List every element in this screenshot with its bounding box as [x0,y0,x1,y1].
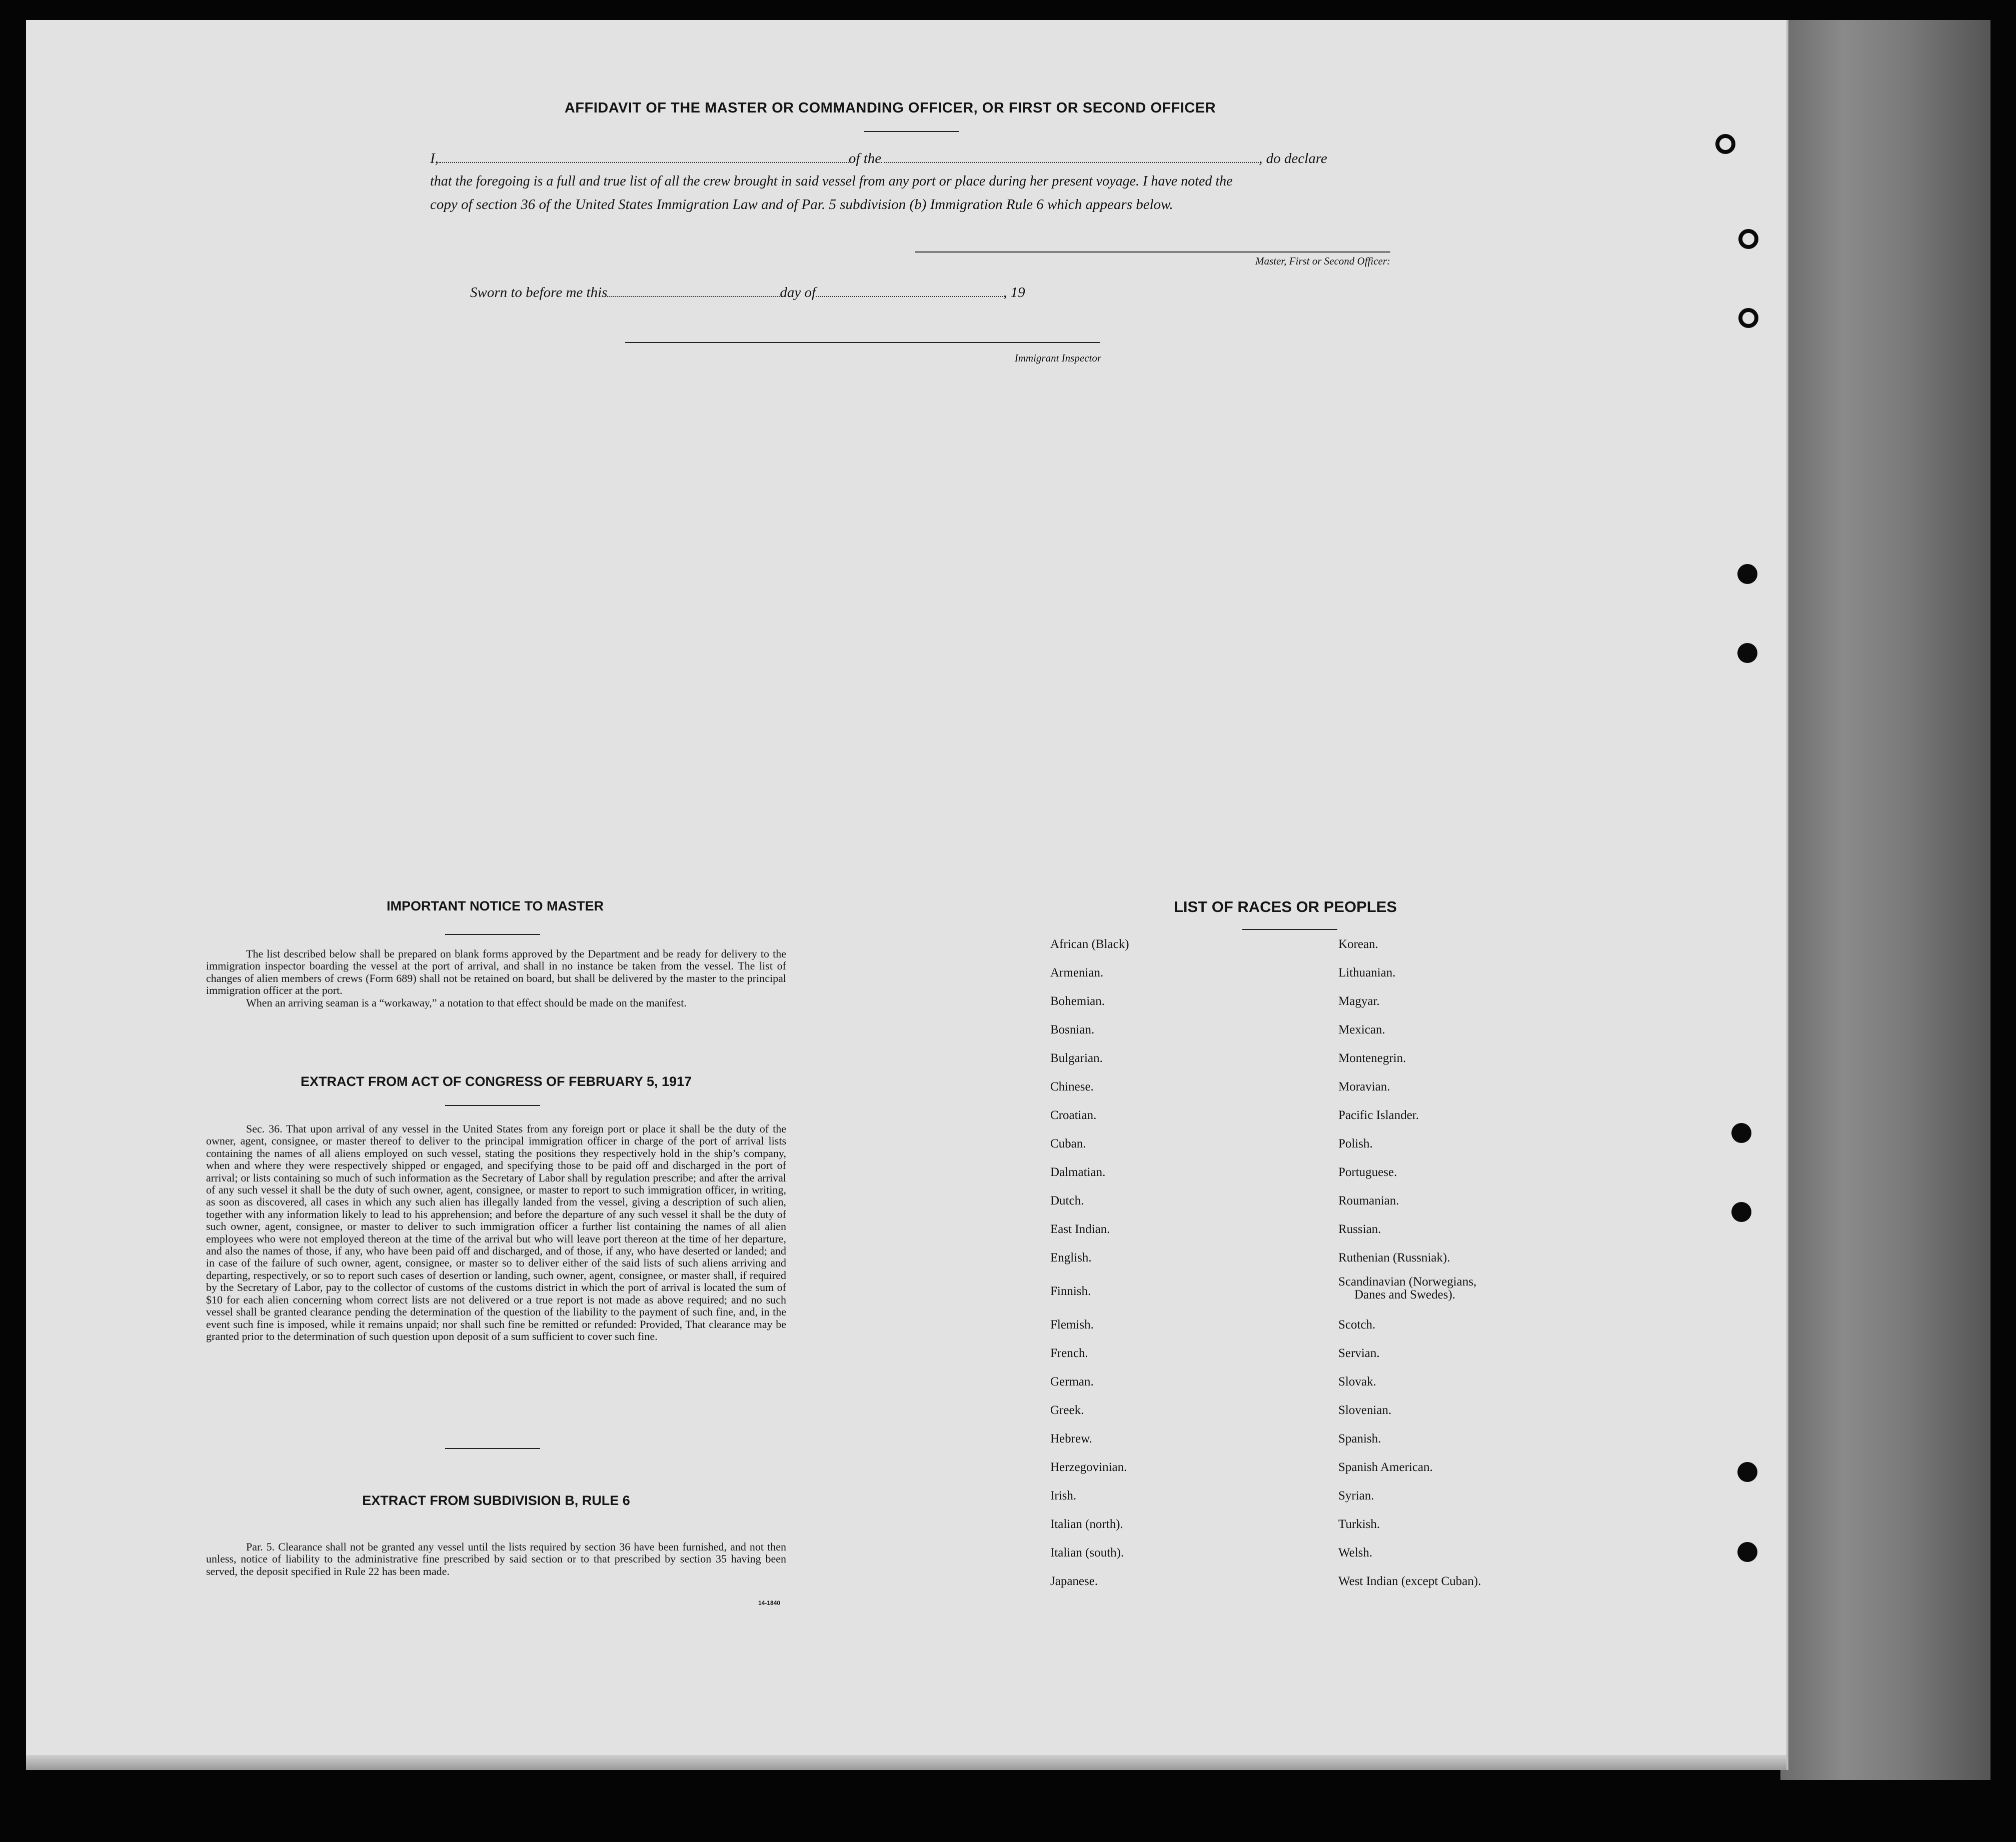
race-item: Greek. [1050,1404,1084,1417]
act-extract-text: Sec. 36. That upon arrival of any vessel in the United States from any foreign port or place it shall be the duty of the owner, agent, consignee, or master thereof to deliver to the principal immigration officer in charge of the port of arrival lists containing the names of all aliens employed on such vessel, stating the positions they respectively hold in the ship’s company, when and where they were respectively shipped or engaged, and specifying those to be paid off and discharged in the port of arrival; or lists containing so much of such information as the Secretary of Labor shall by regulation prescribe; and after the arrival of any such vessel it shall be the duty of such owner, agent, consignee, or master to report to such immigration officer, in writing, as soon as discovered, all cases in which any such alien has illegally landed from the vessel, giving a description of such alien, together with any information likely to lead to his apprehension; and before the departure of any such vessel it shall be the duty of such owner, agent, consignee, or master to deliver to such immigration officer a further list containing the names of all alien employees who were not employed thereon at the time of the arrival but who will leave port thereon at the time of her departure, and also the names of those, if any, who have been paid off and discharged, and of those, if any, who have deserted or landed; and in case of the failure of such owner, agent, consignee, or master so to deliver either of the said lists of such aliens arriving and departing, respectively, or so to report such cases of desertion or landing, such owner, agent, consignee, or master shall, if required by the Secretary of Labor, pay to the collector of customs of the customs district in which the port of arrival is located the sum of $10 for each alien concerning whom correct lists are not delivered or a true report is not made as above required; and no such vessel shall be granted clearance pending the determination of the question of the liability to the payment of such fine, and, in the event such fine is imposed, while it remains unpaid; nor shall such fine be remitted or refunded: Provided, That clearance may be granted prior to the determination of such question upon deposit of a sum sufficient to cover such fine. [206,1122,786,1342]
race-item: Montenegrin. [1338,1052,1406,1065]
act-extract-body [206,1123,786,1342]
sworn-month-blank[interactable] [816,285,1003,297]
race-item: Dutch. [1050,1194,1084,1208]
race-item: Pacific Islander. [1338,1108,1419,1122]
race-item: Bulgarian. [1050,1052,1103,1065]
affidavit-line-2: that the foregoing is a full and true list of all the crew brought in said vessel from any port or place during her present voyage. I have noted the [430,174,1233,189]
race-item: Cuban. [1050,1137,1086,1150]
punch-hole [1731,1202,1751,1222]
race-item: French. [1050,1346,1088,1360]
notice-paragraph-1: The list described below shall be prepared on blank forms approved by the Department and be ready for delivery to the immigration inspector boarding the vessel at the port of arrival, and shall in no instance be taken from the vessel. The list of changes of alien members of crews (Form 689) shall not be retained on board, but shall be delivered by the master to the principal immigration officer at the port. [206,948,786,997]
race-item: Armenian. [1050,966,1104,980]
rule-extract-rule [445,1448,540,1449]
punch-hole [1738,229,1758,249]
race-item: Bosnian. [1050,1023,1095,1036]
race-item: Ruthenian (Russniak). [1338,1251,1450,1264]
affidavit-of-the: of the [848,150,882,166]
punch-hole [1715,134,1735,154]
race-item: English. [1050,1251,1092,1264]
affidavit-i: I, [430,150,439,166]
race-item-multiline [1338,1276,1476,1302]
race-item: Bohemian. [1050,994,1105,1008]
race-item: Irish. [1050,1489,1077,1502]
race-item: Spanish American. [1338,1460,1433,1474]
race-item: German. [1050,1375,1094,1388]
notice-underline [445,934,540,935]
sworn-day-of: day of [780,284,816,300]
notice-heading: IMPORTANT NOTICE TO MASTER [387,898,604,914]
race-item: Italian (south). [1050,1546,1124,1560]
inspector-caption: Immigrant Inspector [1014,352,1101,364]
rule-extract-heading: EXTRACT FROM SUBDIVISION B, RULE 6 [362,1493,630,1508]
races-heading: LIST OF RACES OR PEOPLES [1173,898,1397,916]
race-item: Japanese. [1050,1574,1098,1588]
race-item: Flemish. [1050,1318,1094,1332]
affidavit-line-1 [430,147,1390,170]
race-item: Lithuanian. [1338,966,1396,980]
race-item-line: Danes and Swedes). [1354,1288,1456,1302]
race-item: African (Black) [1050,938,1129,951]
race-item: Slovenian. [1338,1404,1392,1417]
sworn-line [470,281,1120,304]
sworn-label: Sworn to before me this [470,284,608,300]
race-item: Turkish. [1338,1518,1380,1531]
affidavit-line-3: copy of section 36 of the United States Immigration Law and of Par. 5 subdivision (b) Immigration Rule 6 which appears below. [430,196,1173,212]
affidavit-title: AFFIDAVIT OF THE MASTER OR COMMANDING OFFICER, OR FIRST OR SECOND OFFICER [564,100,1216,116]
sworn-year: , 19 [1003,284,1025,300]
race-item: Croatian. [1050,1108,1097,1122]
rule-extract-text: Par. 5. Clearance shall not be granted any vessel until the lists required by section 36 have been furnished, and not then unless, notice of liability to the administrative fine prescribed by said section or to that prescribed by section 35 having been served, the deposit specified in Rule 22 has been made. [206,1540,786,1578]
punch-hole [1737,1542,1757,1562]
race-item: Roumanian. [1338,1194,1399,1208]
race-item: Hebrew. [1050,1432,1092,1446]
notice-paragraph-2: When an arriving seaman is a “workaway,” a notation to that effect should be made on the manifest. [246,996,687,1009]
form-number: 14-1840 [758,1600,781,1606]
race-item: Scotch. [1338,1318,1376,1332]
sworn-day-blank[interactable] [607,285,780,297]
affidavit-do-declare: , do declare [1259,150,1327,166]
underlying-page [1780,20,1990,1780]
race-item: Slovak. [1338,1375,1376,1388]
race-item: Welsh. [1338,1546,1373,1560]
race-item: Chinese. [1050,1080,1094,1094]
master-signature-caption: Master, First or Second Officer: [1255,255,1390,267]
inspector-signature-line[interactable] [625,342,1100,343]
race-item-line: Scandinavian (Norwegians, [1338,1275,1477,1288]
punch-hole [1738,308,1758,328]
race-item: Magyar. [1338,994,1380,1008]
race-item: Moravian. [1338,1080,1390,1094]
races-underline [1242,929,1337,930]
punch-hole [1737,1462,1757,1482]
race-item: Dalmatian. [1050,1166,1106,1179]
punch-hole [1737,564,1757,584]
race-item: Servian. [1338,1346,1380,1360]
act-extract-underline [445,1105,540,1106]
master-name-blank[interactable] [439,151,849,163]
race-item: Russian. [1338,1222,1381,1236]
rule-extract-body [206,1541,786,1578]
punch-hole [1731,1123,1751,1143]
race-item: Syrian. [1338,1489,1374,1502]
notice-body [206,948,786,1009]
race-item: Korean. [1338,938,1378,951]
race-item: West Indian (except Cuban). [1338,1574,1481,1588]
punch-hole [1737,643,1757,663]
title-underline [864,131,959,132]
race-item: Finnish. [1050,1284,1091,1298]
race-item: Polish. [1338,1137,1373,1150]
race-item: East Indian. [1050,1222,1110,1236]
race-item: Portuguese. [1338,1166,1397,1179]
race-item: Herzegovinian. [1050,1460,1127,1474]
race-item: Italian (north). [1050,1518,1123,1531]
race-item: Mexican. [1338,1023,1385,1036]
act-extract-heading: EXTRACT FROM ACT OF CONGRESS OF FEBRUARY 5, 1917 [300,1074,692,1089]
race-item: Spanish. [1338,1432,1381,1446]
vessel-name-blank[interactable] [881,151,1259,163]
sheet-bottom-edge [26,1755,1786,1770]
